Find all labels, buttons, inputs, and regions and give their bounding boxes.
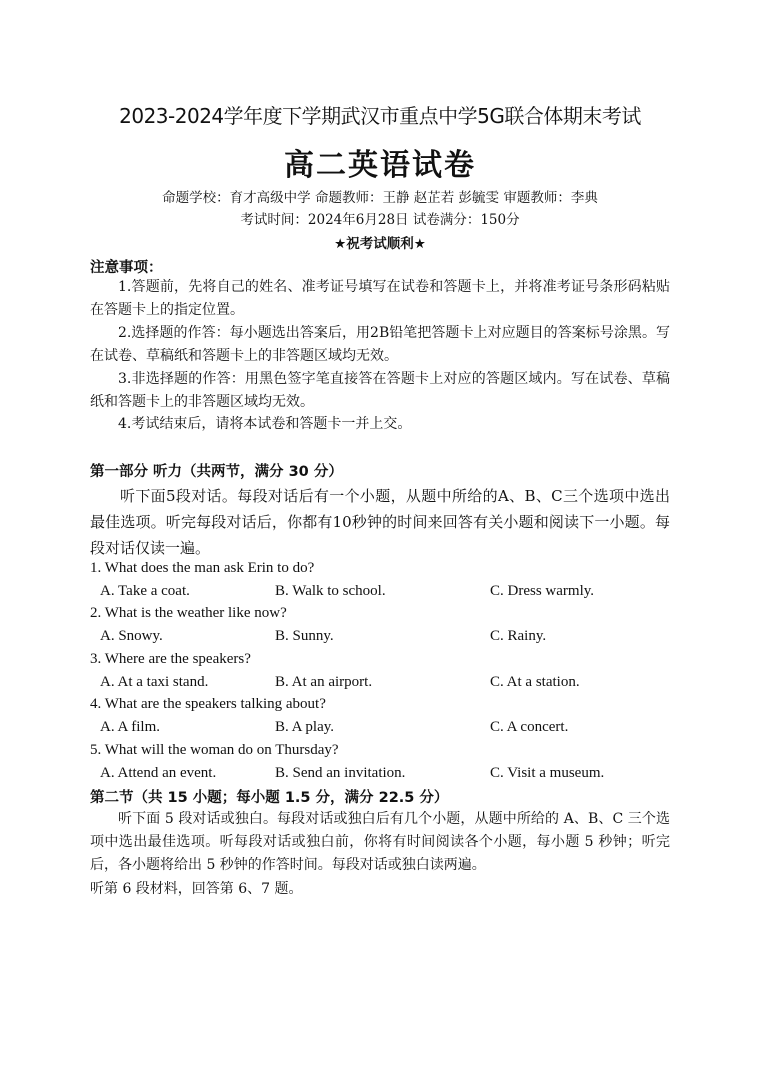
question-1: 1. What does the man ask Erin to do?	[90, 560, 315, 576]
option-a: A. A film.	[100, 719, 161, 735]
option-c: C. Visit a museum.	[490, 765, 605, 781]
question-2: 2. What is the weather like now?	[90, 605, 287, 621]
part1-instruction: 听下面5段对话。每段对话后有一个小题，从题中所给的A、B、C三个选项中选出最佳选项。听完每段对话后，你都有10秒钟的时间来回答有关小题和阅读下一小题。每段对话仅读一遍。	[90, 487, 670, 557]
notice-item: 3.非选择题的作答：用黑色签字笔直接答在答题卡上对应的答题区域内。写在试卷、草稿纸和答题卡上的非答题区域均无效。	[90, 371, 670, 410]
option-b: B. Walk to school.	[275, 583, 386, 599]
option-a: A. At a taxi stand.	[100, 674, 209, 690]
wish-line: ★祝考试顺利★	[334, 236, 426, 252]
option-b: B. A play.	[275, 719, 335, 735]
section2-material: 听第 6 段材料，回答第 6、7 题。	[90, 881, 303, 897]
notice-item: 4.考试结束后，请将本试卷和答题卡一并上交。	[118, 416, 412, 432]
option-b: B. At an airport.	[275, 674, 373, 690]
option-c: C. At a station.	[490, 674, 580, 690]
option-b: B. Sunny.	[275, 628, 334, 644]
option-a: A. Snowy.	[100, 628, 163, 644]
option-b: B. Send an invitation.	[275, 765, 406, 781]
option-a: A. Take a coat.	[100, 583, 190, 599]
question-3: 3. Where are the speakers?	[90, 651, 251, 667]
notice-item: 1.答题前，先将自己的姓名、准考证号填写在试卷和答题卡上，并将准考证号条形码粘贴在答题卡上的指定位置。	[90, 279, 670, 318]
part1-heading: 第一部分 听力（共两节，满分 30 分）	[90, 464, 343, 480]
author-line: 命题学校：育才高级中学 命题教师：王静 赵芷若 彭毓雯 审题教师：李典	[162, 190, 598, 206]
option-c: C. A concert.	[490, 719, 569, 735]
option-c: C. Rainy.	[490, 628, 547, 644]
notice-item: 2.选择题的作答：每小题选出答案后，用2B铅笔把答题卡上对应题目的答案标号涂黑。写在试卷、草稿纸和答题卡上的非答题区域均无效。	[90, 325, 670, 364]
notice-heading: 注意事项：	[90, 260, 163, 276]
paper-title: 高二英语试卷	[284, 148, 476, 183]
time-score-line: 考试时间：2024年6月28日 试卷满分：150分	[240, 212, 520, 228]
exam-title: 2023-2024学年度下学期武汉市重点中学5G联合体期末考试	[119, 104, 641, 128]
question-5: 5. What will the woman do on Thursday?	[90, 742, 339, 758]
section2-heading: 第二节（共 15 小题；每小题 1.5 分，满分 22.5 分）	[90, 790, 449, 806]
question-4: 4. What are the speakers talking about?	[90, 696, 326, 712]
option-a: A. Attend an event.	[100, 765, 217, 781]
option-c: C. Dress warmly.	[490, 583, 595, 599]
section2-instruction: 听下面 5 段对话或独白。每段对话或独白后有几个小题，从题中所给的 A、B、C 三个选项中选出最佳选项。听每段对话或独白前，你将有时间阅读各个小题，每小题 5 秒钟；听完后，各小题将给出 5 秒钟的作答时间。每段对话或独白读两遍。	[90, 811, 670, 873]
